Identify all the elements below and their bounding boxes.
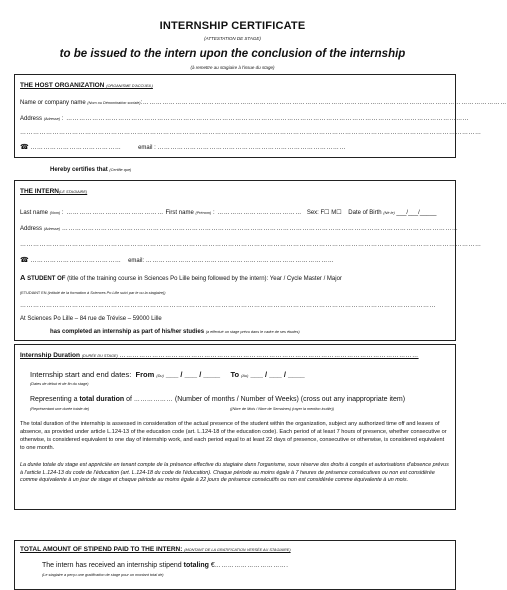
intern-name-row: Last name (Nom) : ……………………………………… First name (Prénom) : ………………………………… Sex: F☐ M☐ Date of Birth (Né le) ___/___/_____: [20, 210, 437, 216]
intern-contact-row: ☎ …………………………………… email: ……………………………………………………………………………: [20, 257, 335, 264]
total-duration-row: Representing a total duration of ……………… (Number of months / Number of Weeks) (cross out any inappropriate item): [30, 396, 406, 403]
host-address-field[interactable]: : ……………………………………………………………………………………………………………………………………………………………………: [61, 116, 470, 122]
host-phone-field[interactable]: ……………………………………: [30, 145, 122, 151]
host-contact-row: ☎ …………………………………… email : ……………………………………………………………………………: [20, 144, 346, 151]
host-email-field[interactable]: ……………………………………………………………………………: [157, 145, 346, 151]
sex-m-checkbox[interactable]: ☐: [336, 210, 342, 216]
certificate-title: INTERNSHIP CERTIFICATE: [159, 20, 306, 32]
end-date-field[interactable]: ___ / ___ / ____: [250, 370, 305, 379]
dob-field[interactable]: ___/___/_____: [396, 210, 437, 216]
host-name-row: Name or company name (Nom ou Dénomination sociale):……………………………………………………………………………………………………………………………………………………: [20, 100, 507, 106]
intern-lastname-field[interactable]: : ………………………………………: [61, 210, 164, 216]
total-duration-units-fr: ((Nbre de Mois / Nbre de Semaines) (rayer la mention inutile)): [230, 407, 335, 411]
stipend-section-title: TOTAL AMOUNT OF STIPEND PAID TO THE INTERN: (MONTANT DE LA GRATIFICATION VERSÉE AU STAGIAIRE): [20, 546, 291, 553]
intern-phone-field[interactable]: ……………………………………: [30, 258, 122, 264]
stipend-fr: (Le stagiaire a perçu une gratification de stage pour un montant total de): [42, 573, 164, 577]
duration-paragraph-fr: La durée totale du stage est appréciée en tenant compte de la présence effective du stagiaire dans l'organisme, sous réserve des droits à congés et autorisations d'absence prévus à l'article L.124-13 du code de l'éducation (art. L.124-18 du code de l'éducation). Chaque période au moins égale à 7 heures de présence consécutives ou non est considérée comme équivalente à un jour de stage et chaque période au moins égale à 22 jours de présence consécutifs ou non est considérée comme équivalente à un mois.: [20, 462, 449, 484]
intern-address-line2[interactable]: ……………………………………………………………………………………………………………………………………………………………………………………………: [20, 242, 482, 248]
certificate-title-fr: (ATTESTATION DE STAGE): [204, 36, 261, 41]
duration-paragraph-en: The total duration of the internship is assessed in consideration of the actual presence of the student within the organization, subject any authorized time off and leaves of absence, as provided under article L.124-13 of the education code (art. L.124-18 of the education code). Each period of at least 7 hours of presence, whether consecutive or otherwise, is considered equivalent to one day of internship work, and each period equal to at least 22 days of presence, consecutive or otherwise, is considered equivalent to one month.: [20, 421, 447, 451]
total-duration-fr: (Représentant une durée totale de): [30, 407, 90, 411]
intern-address-row: Address (Adresse) …………………………………………………………………………………………………………………………………………………………………: [20, 226, 459, 232]
student-of-fr: (ETUDIANT EN (intitulé de la formation à Sciences Po Lille suivi par le ou la stagiaire)): [20, 291, 166, 295]
school-address: At Sciences Po Lille – 84 rue de Trévise – 59000 Lille: [20, 316, 162, 322]
dates-row: Internship start and end dates: From (Du) ___ / ___ / ____ To (Au) ___ / ___ / ____: [30, 370, 305, 379]
phone-icon: ☎: [20, 144, 29, 151]
total-duration-field[interactable]: ………………: [133, 397, 173, 403]
certify-line: Hereby certifies that (Certifie que): [50, 167, 132, 173]
intern-section-title: THE INTERN(LE STAGIAIRE): [20, 188, 88, 195]
host-address-row: Address (Adresse) : ……………………………………………………………………………………………………………………………………………………………………: [20, 116, 470, 122]
intern-address-field[interactable]: …………………………………………………………………………………………………………………………………………………………………: [61, 226, 459, 232]
sex-f-checkbox[interactable]: ☐: [324, 210, 330, 216]
intern-email-field[interactable]: ……………………………………………………………………………: [145, 258, 335, 264]
completed-line: has completed an internship as part of his/her studies (a effectué un stage prévu dans le cadre de ses études): [50, 329, 300, 335]
duration-section-title: Internship Duration (DURÉE DU STAGE) …………………………………………………………………………………………………………………………: [20, 352, 419, 359]
student-course-field[interactable]: …………………………………………………………………………………………………………………………………………………………………………: [20, 303, 436, 309]
certificate-subtitle: to be issued to the intern upon the conclusion of the internship: [59, 48, 406, 60]
host-name-field[interactable]: :……………………………………………………………………………………………………………………………………………………: [140, 100, 507, 106]
stipend-row: The intern has received an internship stipend totaling €…………………………….: [42, 562, 289, 569]
dates-fr: (Dates de début et de fin du stage): [30, 382, 89, 386]
host-address-line2[interactable]: ……………………………………………………………………………………………………………………………………………………………………………………………: [20, 130, 482, 136]
intern-firstname-field[interactable]: : …………………………………: [212, 210, 302, 216]
student-of-row: A STUDENT OF (title of the training course in Sciences Po Lille being followed by the intern): Year / Cycle Master / Major: [20, 273, 342, 282]
host-section-title: THE HOST ORGANIZATION (ORGANISME D'ACCUEIL): [20, 82, 153, 89]
phone-icon: ☎: [20, 257, 29, 264]
stipend-amount-field[interactable]: …………………………….: [214, 563, 289, 569]
start-date-field[interactable]: ___ / ___ / ____: [165, 370, 221, 379]
certificate-subtitle-fr: (à remettre au stagiaire à l'issue du stage): [190, 65, 275, 70]
